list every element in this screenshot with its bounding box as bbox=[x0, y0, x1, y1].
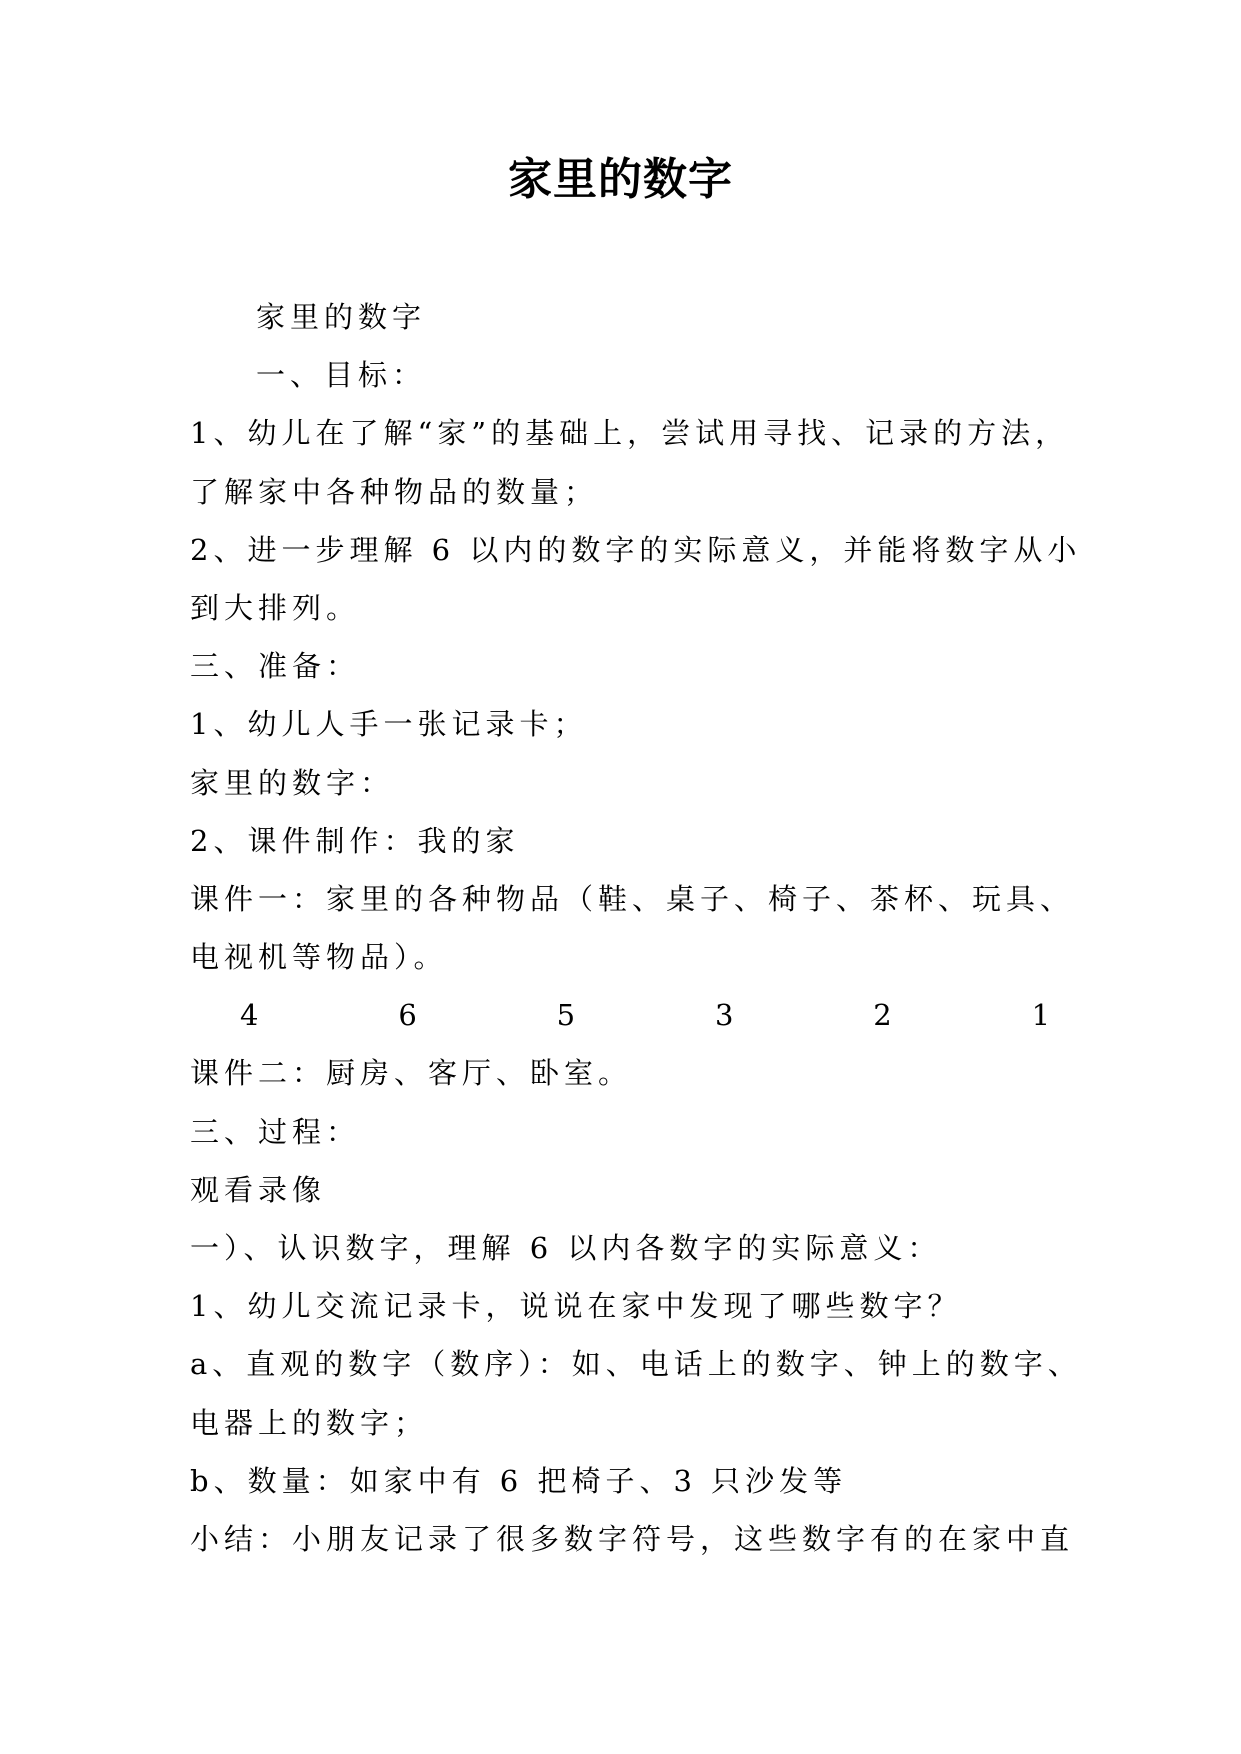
document-title: 家里的数字 bbox=[508, 154, 733, 205]
section-heading-preparation: 三、准备： bbox=[190, 649, 361, 684]
paragraph-line: 电器上的数字； bbox=[190, 1405, 429, 1440]
paragraph-line: a、直观的数字（数序）：如、电话上的数字、钟上的数字、 bbox=[190, 1347, 1082, 1382]
paragraph-line: 到大排列。 bbox=[190, 590, 361, 625]
paragraph-line: 一）、认识数字，理解 6 以内各数字的实际意义： bbox=[190, 1231, 942, 1265]
paragraph-line: 家里的数字： bbox=[190, 765, 395, 800]
paragraph-line: b、数量：如家中有 6 把椅子、3 只沙发等 bbox=[190, 1463, 848, 1498]
paragraph-line: 1、幼儿人手一张记录卡； bbox=[190, 707, 588, 742]
paragraph-line: 课件一：家里的各种物品（鞋、桌子、椅子、茶杯、玩具、 bbox=[190, 881, 1075, 916]
paragraph-line: 2、课件制作：我的家 bbox=[190, 823, 520, 858]
subtitle-line: 家里的数字 bbox=[256, 300, 427, 334]
number-sequence-row: 4 6 5 3 2 1 bbox=[240, 998, 1054, 1033]
paragraph-line: 了解家中各种物品的数量； bbox=[190, 474, 599, 509]
paragraph-line: 观看录像 bbox=[190, 1172, 327, 1207]
paragraph-line: 1、幼儿交流记录卡，说说在家中发现了哪些数字？ bbox=[190, 1289, 962, 1324]
paragraph-line: 1、幼儿在了解“家”的基础上，尝试用寻找、记录的方法， bbox=[190, 416, 1070, 451]
paragraph-line: 2、进一步理解 6 以内的数字的实际意义，并能将数字从小 bbox=[190, 532, 1082, 567]
section-heading-goals: 一、目标： bbox=[256, 358, 427, 393]
paragraph-line: 电视机等物品）。 bbox=[190, 940, 448, 975]
section-heading-process: 三、过程： bbox=[190, 1114, 361, 1149]
document-body bbox=[190, 288, 1090, 1568]
paragraph-line: 课件二：厨房、客厅、卧室。 bbox=[190, 1056, 633, 1091]
paragraph-line: 小结：小朋友记录了很多数字符号，这些数字有的在家中直 bbox=[190, 1521, 1075, 1556]
